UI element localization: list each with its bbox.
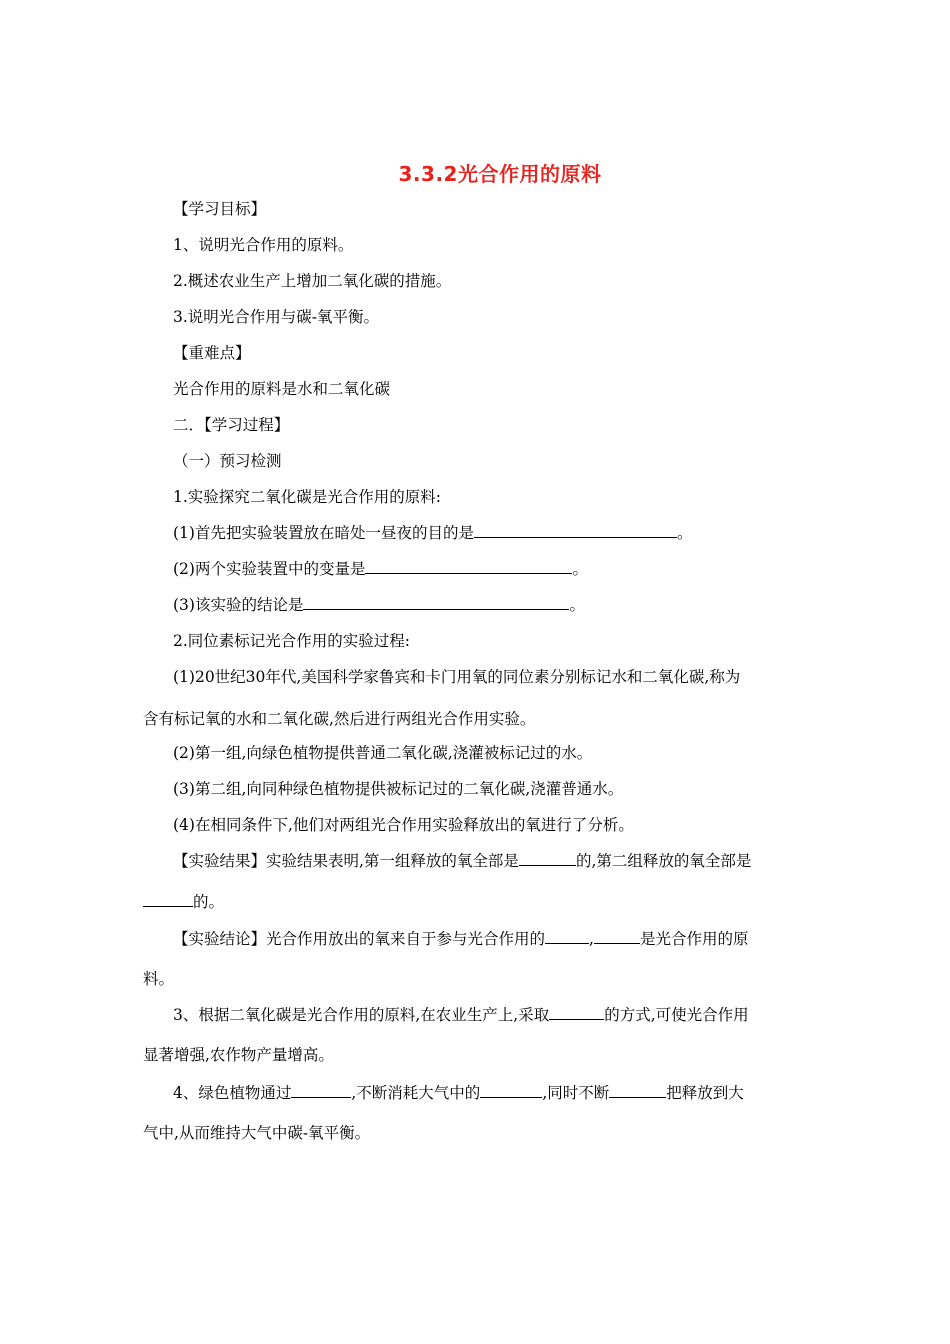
- answer-blank[interactable]: [143, 891, 193, 907]
- result-text-2: 的,第二组释放的氧全部是: [575, 852, 752, 870]
- item-4-text-4: 把释放到大: [666, 1084, 744, 1102]
- item-4: [173, 1082, 744, 1104]
- item-3-text-1: 3、根据二氧化碳是光合作用的原料,在农业生产上,采取: [173, 1006, 550, 1024]
- answer-blank[interactable]: [594, 928, 640, 944]
- experiment-conclusion: [173, 928, 748, 950]
- item-4-continued: 气中,从而维持大气中碳-氧平衡。: [143, 1124, 371, 1142]
- page-title: 3.3.2光合作用的原料: [398, 162, 602, 186]
- question-2-end: 。: [572, 560, 588, 578]
- question-3: [173, 594, 585, 616]
- question-2-text: (2)两个实验装置中的变量是: [173, 560, 366, 578]
- experiment-result-continued: [143, 891, 224, 913]
- isotope-step-2: (2)第一组,向绿色植物提供普通二氧化碳,浇灌被标记过的水。: [173, 744, 593, 762]
- answer-blank[interactable]: [291, 1082, 351, 1098]
- isotope-step-3: (3)第二组,向同种绿色植物提供被标记过的二氧化碳,浇灌普通水。: [173, 780, 624, 798]
- experiment-result: [173, 850, 751, 872]
- conclusion-text-2: 是光合作用的原: [639, 930, 749, 948]
- answer-blank[interactable]: [519, 850, 576, 866]
- isotope-step-1-continued: 含有标记氧的水和二氧化碳,然后进行两组光合作用实验。: [143, 710, 536, 728]
- item-3: [173, 1004, 749, 1026]
- answer-blank[interactable]: [545, 928, 589, 944]
- answer-blank[interactable]: [303, 594, 569, 610]
- question-1-text: (1)首先把实验装置放在暗处一昼夜的目的是: [173, 524, 474, 542]
- subsection-heading-preview: （一）预习检测: [173, 452, 282, 470]
- isotope-heading: 2.同位素标记光合作用的实验过程:: [173, 632, 411, 650]
- answer-blank[interactable]: [549, 1004, 604, 1020]
- section-heading-process: 二．【学习过程】: [173, 416, 290, 434]
- goal-item-1: 1、说明光合作用的原料。: [173, 236, 354, 254]
- question-2: [173, 558, 588, 580]
- question-3-text: (3)该实验的结论是: [173, 596, 304, 614]
- conclusion-comma: ,: [589, 930, 594, 948]
- result-text-3: 的。: [193, 893, 225, 911]
- key-point-text: 光合作用的原料是水和二氧化碳: [173, 380, 391, 398]
- isotope-step-1: (1)20世纪30年代,美国科学家鲁宾和卡门用氧的同位素分别标记水和二氧化碳,称为: [173, 668, 741, 686]
- question-3-end: 。: [569, 596, 585, 614]
- answer-blank[interactable]: [609, 1082, 666, 1098]
- item-3-continued: 显著增强,农作物产量增高。: [143, 1046, 334, 1064]
- item-3-text-2: 的方式,可使光合作用: [604, 1006, 749, 1024]
- answer-blank[interactable]: [474, 522, 677, 538]
- section-heading-key-points: 【重难点】: [173, 344, 251, 362]
- goal-item-2: 2.概述农业生产上增加二氧化碳的措施。: [173, 272, 452, 290]
- goal-item-3: 3.说明光合作用与碳-氧平衡。: [173, 308, 380, 326]
- result-text-1: 【实验结果】实验结果表明,第一组释放的氧全部是: [173, 852, 519, 870]
- item-4-text-3: ,同时不断: [542, 1084, 610, 1102]
- conclusion-text-1: 【实验结论】光合作用放出的氧来自于参与光合作用的: [173, 930, 546, 948]
- experiment-heading: 1.实验探究二氧化碳是光合作用的原料:: [173, 488, 442, 506]
- isotope-step-4: (4)在相同条件下,他们对两组光合作用实验释放出的氧进行了分析。: [173, 816, 634, 834]
- answer-blank[interactable]: [480, 1082, 542, 1098]
- question-1: [173, 522, 692, 544]
- answer-blank[interactable]: [365, 558, 572, 574]
- item-4-text-1: 4、绿色植物通过: [173, 1084, 292, 1102]
- question-1-end: 。: [676, 524, 693, 542]
- section-heading-goals: 【学习目标】: [173, 200, 267, 218]
- item-4-text-2: ,不断消耗大气中的: [351, 1084, 481, 1102]
- experiment-conclusion-continued: 料。: [143, 970, 175, 988]
